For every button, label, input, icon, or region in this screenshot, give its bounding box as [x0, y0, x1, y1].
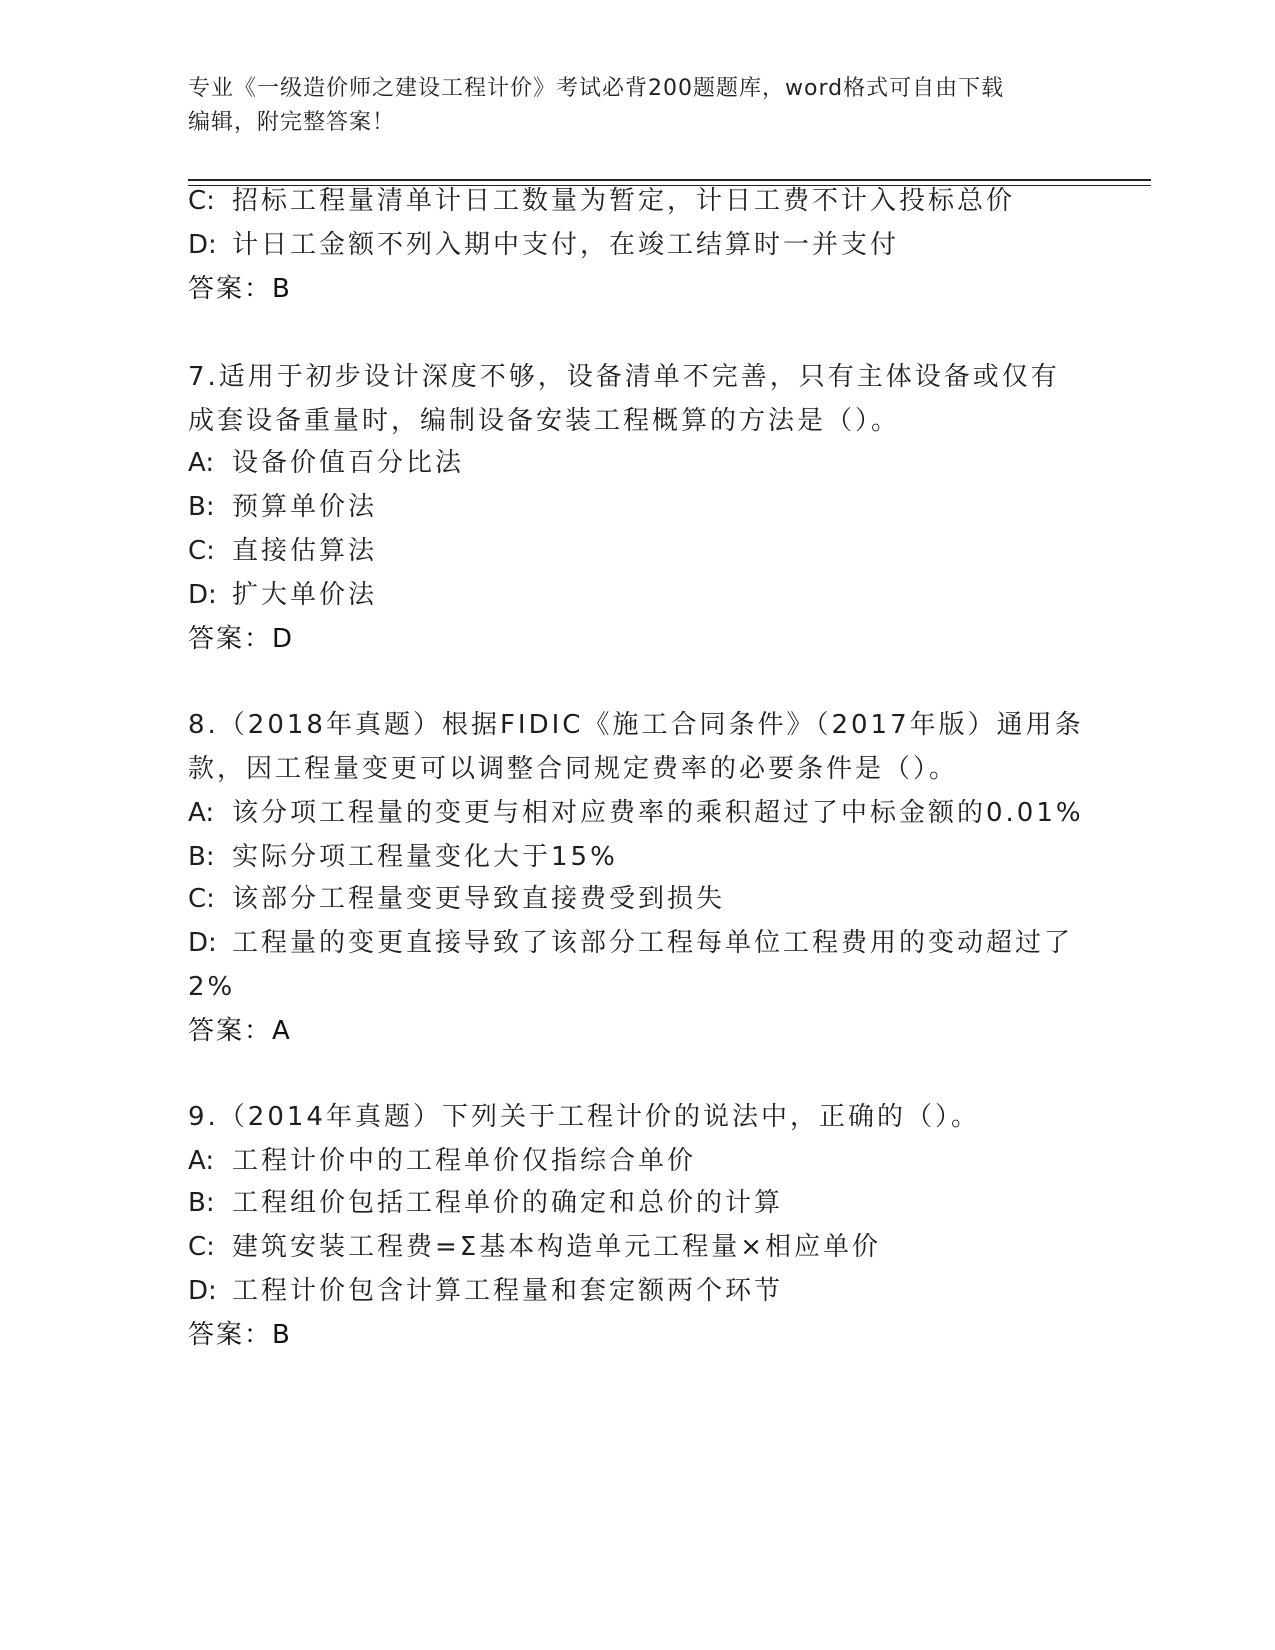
option-text: 直接估算法 — [232, 536, 378, 566]
option-label: A: — [188, 448, 215, 478]
option-label: B: — [188, 842, 215, 872]
option-label: D: — [188, 928, 217, 958]
q9-option-a — [188, 1144, 696, 1178]
option-text: 建筑安装工程费=Σ基本构造单元工程量×相应单价 — [232, 1232, 881, 1262]
header-line-1: 专业《一级造价师之建设工程计价》考试必背200题题库，word格式可自由下载 — [188, 76, 1005, 101]
q7-option-c — [188, 534, 377, 568]
q9-option-b — [188, 1186, 783, 1220]
document-header — [188, 72, 1068, 140]
option-text: 预算单价法 — [232, 492, 378, 522]
header-line-2: 编辑，附完整答案！ — [188, 110, 396, 135]
option-text: 工程组价包括工程单价的确定和总价的计算 — [232, 1188, 784, 1218]
q6-answer: 答案：B — [188, 274, 292, 304]
option-text: 工程计价包含计算工程量和套定额两个环节 — [232, 1276, 784, 1306]
q7-option-a — [188, 446, 464, 480]
option-text: 工程计价中的工程单价仅指综合单价 — [232, 1146, 697, 1176]
option-label: C: — [188, 884, 215, 914]
q9-stem-line-1: 9.（2014年真题）下列关于工程计价的说法中，正确的（）。 — [188, 1102, 980, 1132]
option-text: 该部分工程量变更导致直接费受到损失 — [232, 884, 726, 914]
q9-option-d — [188, 1274, 783, 1308]
option-text: 扩大单价法 — [232, 580, 378, 610]
q6-option-d — [188, 228, 899, 262]
q7-option-d — [188, 578, 377, 612]
q7-option-b — [188, 490, 377, 524]
option-label: C: — [188, 1232, 215, 1262]
q8-option-d-continuation: 2% — [188, 972, 236, 1002]
option-label: C: — [188, 186, 215, 216]
q7-answer: 答案：D — [188, 624, 295, 654]
option-text: 招标工程量清单计日工数量为暂定，计日工费不计入投标总价 — [232, 186, 1016, 216]
q9-option-c — [188, 1230, 881, 1264]
q8-option-d — [188, 926, 1073, 960]
header-rule-thick — [188, 179, 1151, 181]
option-text: 计日工金额不列入期中支付，在竣工结算时一并支付 — [232, 230, 900, 260]
q8-option-c — [188, 882, 725, 916]
q8-answer: 答案：A — [188, 1016, 292, 1046]
q8-option-a — [188, 796, 1084, 830]
q7-stem-line-2: 成套设备重量时，编制设备安装工程概算的方法是（）。 — [188, 406, 901, 436]
q6-option-c — [188, 184, 1015, 218]
option-label: D: — [188, 1276, 217, 1306]
option-text: 实际分项工程量变化大于15% — [232, 842, 618, 872]
q7-stem-line-1: 7.适用于初步设计深度不够，设备清单不完善，只有主体设备或仅有 — [188, 362, 1060, 392]
option-label: D: — [188, 580, 217, 610]
option-text: 该分项工程量的变更与相对应费率的乘积超过了中标金额的0.01% — [232, 798, 1084, 828]
option-text: 设备价值百分比法 — [232, 448, 465, 478]
q8-option-b — [188, 840, 618, 874]
option-label: B: — [188, 1188, 215, 1218]
option-label: D: — [188, 230, 217, 260]
q9-answer: 答案：B — [188, 1320, 292, 1350]
option-label: C: — [188, 536, 215, 566]
q8-stem-line-1: 8.（2018年真题）根据FIDIC《施工合同条件》（2017年版）通用条 — [188, 710, 1084, 740]
option-label: A: — [188, 798, 215, 828]
option-label: A: — [188, 1146, 215, 1176]
option-text: 工程量的变更直接导致了该部分工程每单位工程费用的变动超过了 — [232, 928, 1074, 958]
option-label: B: — [188, 492, 215, 522]
q8-stem-line-2: 款，因工程量变更可以调整合同规定费率的必要条件是（）。 — [188, 754, 959, 784]
